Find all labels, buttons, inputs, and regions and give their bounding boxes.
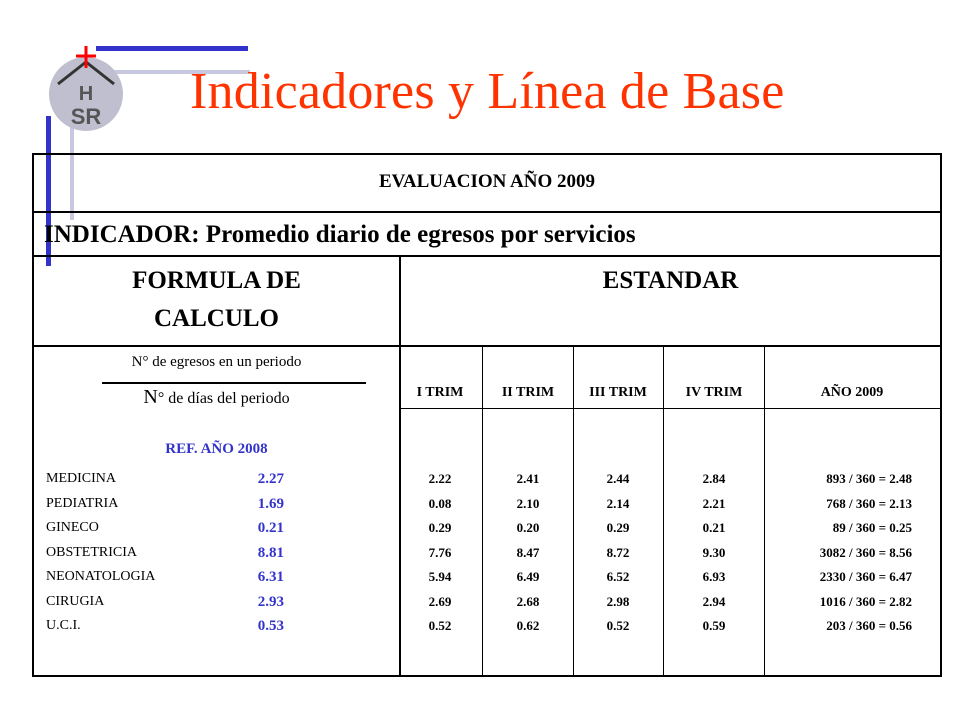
standard-value: 0.29 (606, 520, 630, 535)
standard-value: 9.30 (702, 544, 726, 560)
service-ref-value: 1.69 (257, 495, 284, 512)
standard-value: 768 / 360 = 2.13 (826, 495, 912, 511)
trim-header: II TRIM (501, 385, 555, 400)
standard-value: 2.94 (702, 593, 726, 609)
standard-value: 7.76 (428, 544, 452, 560)
page-title: Indicadores y Línea de Base (190, 63, 785, 120)
standard-value: 2.98 (606, 593, 630, 609)
formula-denominator-n: N (143, 386, 158, 408)
service-name: U.C.I. (46, 618, 81, 633)
row-divider-4 (400, 408, 940, 409)
standard-value: 1016 / 360 = 2.82 (819, 593, 912, 609)
standard-value: 0.21 (702, 520, 726, 535)
standard-value: 2.41 (516, 471, 540, 486)
trim-header: AÑO 2009 (820, 385, 884, 400)
standard-value: 2.44 (606, 471, 630, 486)
trim-header: IV TRIM (685, 385, 743, 400)
standard-value: 2330 / 360 = 6.47 (819, 569, 912, 584)
ref-year-label: REF. AÑO 2008 (165, 441, 268, 457)
evaluation-year: EVALUACION AÑO 2009 (378, 171, 596, 192)
service-name: OBSTETRICIA (46, 544, 137, 560)
col-divider-main (399, 255, 401, 675)
service-ref-value: 8.81 (257, 544, 284, 561)
service-name: PEDIATRIA (46, 495, 119, 511)
standard-value: 0.29 (428, 520, 452, 535)
formula-fraction-bar (102, 382, 366, 384)
standard-value: 0.59 (702, 618, 726, 633)
service-name: CIRUGIA (46, 593, 105, 609)
standard-value: 8.72 (606, 544, 630, 560)
standard-value: 203 / 360 = 0.56 (826, 618, 912, 633)
standard-value: 2.84 (702, 471, 726, 486)
formula-numerator: N° de egresos en un periodo (131, 354, 302, 370)
logo-letter-h: H (78, 83, 94, 105)
standard-value: 89 / 360 = 0.25 (832, 520, 912, 535)
standard-value: 6.49 (516, 569, 540, 584)
service-name: MEDICINA (46, 471, 116, 486)
row-divider-1 (34, 211, 940, 213)
standard-value: 5.94 (428, 569, 452, 584)
standard-value: 0.52 (428, 618, 452, 633)
standard-value: 6.52 (606, 569, 630, 584)
standard-value: 2.22 (428, 471, 452, 486)
standard-value: 3082 / 360 = 8.56 (819, 544, 912, 560)
trim-header: III TRIM (589, 385, 647, 400)
indicator-table (32, 153, 942, 677)
standard-value: 2.68 (516, 593, 540, 609)
formula-header-line2: CALCULO (153, 305, 279, 332)
service-ref-value: 2.27 (257, 471, 284, 487)
indicator-label: INDICADOR: Promedio diario de egresos por servicios (44, 221, 636, 248)
service-ref-value: 0.21 (257, 520, 284, 536)
row-divider-3 (34, 345, 940, 347)
standard-value: 2.21 (702, 495, 726, 511)
row-divider-2 (34, 255, 940, 257)
standard-value: 2.14 (606, 495, 630, 511)
standard-value: 2.69 (428, 593, 452, 609)
standard-value: 893 / 360 = 2.48 (826, 471, 912, 486)
standard-value: 0.08 (428, 495, 452, 511)
standard-value: 0.62 (516, 618, 540, 633)
standard-value: 2.10 (516, 495, 540, 511)
trim-header: I TRIM (416, 385, 464, 400)
formula-header-line1: FORMULA DE (132, 267, 301, 294)
standard-value: 0.52 (606, 618, 630, 633)
standard-header: ESTANDAR (602, 267, 739, 294)
service-ref-value: 2.93 (257, 593, 284, 610)
hospital-logo (40, 44, 130, 134)
service-ref-value: 0.53 (257, 618, 284, 634)
standard-value: 6.93 (702, 569, 726, 584)
service-name: NEONATOLOGIA (46, 569, 156, 584)
service-name: GINECO (46, 520, 99, 535)
formula-denominator (34, 386, 399, 409)
standard-value: 0.20 (516, 520, 540, 535)
service-ref-value: 6.31 (257, 569, 284, 585)
standard-value: 8.47 (516, 544, 540, 560)
logo-letters-sr: SR (70, 104, 102, 129)
formula-denominator-rest: ° de días del periodo (157, 390, 290, 407)
